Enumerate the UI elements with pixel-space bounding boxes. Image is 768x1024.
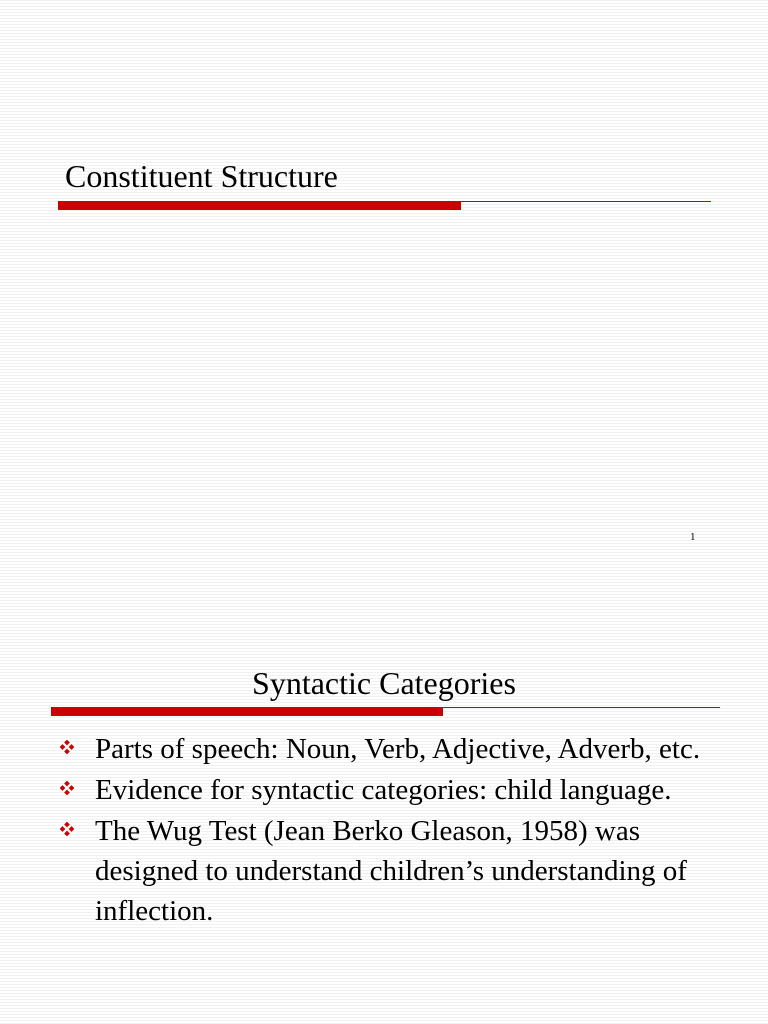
bullet-item [52,770,712,810]
slide-title: Constituent Structure [65,158,338,194]
title-underline-thick [51,707,443,716]
slide-title: Syntactic Categories [252,665,516,701]
slide-number: 1 [690,531,696,543]
bullet-item [52,811,712,931]
bullet-text: The Wug Test (Jean Berko Gleason, 1958) was designed to understand children’s understanding of inflection. [95,815,687,927]
bullet-text: Parts of speech: Noun, Verb, Adjective, Adverb, etc. [95,733,701,765]
title-underline-thin [443,707,720,708]
title-underline-thin [461,201,711,202]
bullet-text: Evidence for syntactic categories: child language. [95,774,672,806]
diamond-bullet-icon [60,781,74,795]
diamond-bullet-icon [60,822,74,836]
bullet-item [52,729,712,769]
diamond-bullet-icon [60,740,74,754]
slide-2 [0,596,768,1024]
bullet-list [52,729,712,932]
title-underline-thick [58,201,461,210]
